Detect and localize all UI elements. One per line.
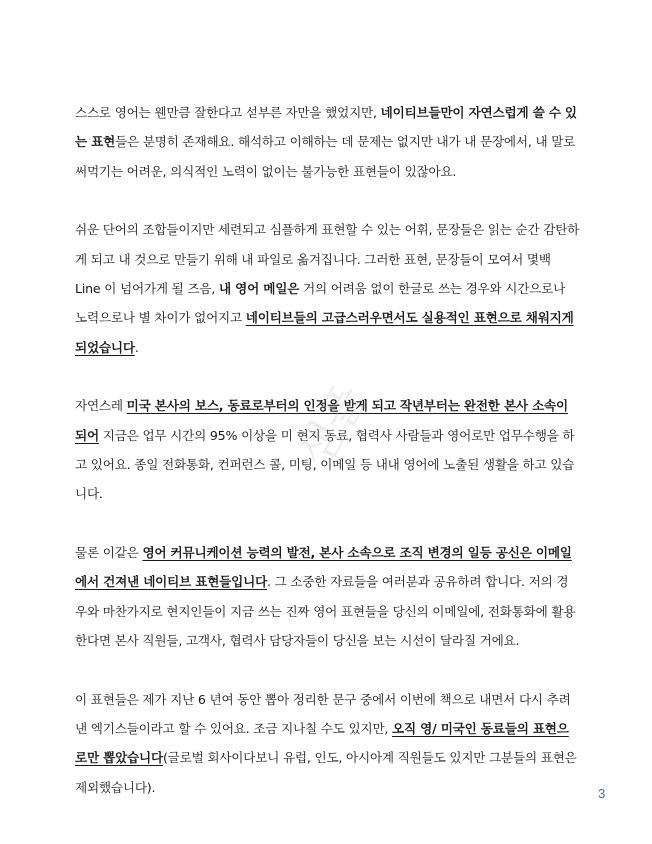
text-run: 물론 이같은 bbox=[75, 544, 143, 560]
text-run: 거의 어려움 없이 한글로 쓰는 경우와 시간으로나 노력으로나 별 차이가 없어지고 bbox=[75, 281, 566, 326]
text-run: 지금은 업무 시간의 95% 이상을 미 현지 동료, 협력사 사람들과 영어로만 업무수행을 하고 있어요. 종일 전화통화, 컨퍼런스 콜, 미팅, 이메일 등 내내 영어에 노출된 생활을 하고 있습니다. bbox=[75, 427, 575, 502]
text-run: 스스로 영어는 웬만큼 잘한다고 섣부른 자만을 했었지만, bbox=[75, 105, 381, 120]
bold-phrase: 내 영어 메일은 bbox=[219, 281, 300, 297]
sample-watermark: 샘플 bbox=[289, 376, 376, 476]
paragraph-4 bbox=[75, 538, 580, 656]
bold-phrase: 네이티브들만이 자연스럽게 쓸 수 있는 표현 bbox=[75, 105, 577, 150]
bold-underlined-phrase: 영어 커뮤니케이션 능력의 발전, 본사 소속으로 조직 변경의 일등 공신은 이메일에서 건져낸 네이티브 표현들입니다 bbox=[75, 544, 572, 590]
page-number: 3 bbox=[598, 786, 606, 801]
bold-underlined-phrase: 네이티브들의 고급스러우면서도 실용적인 표현으로 채워지게 되었습니다 bbox=[75, 310, 574, 355]
text-run: 쉬운 단어의 조합들이지만 세련되고 심플하게 표현할 수 있는 어휘, 문장들은 읽는 순간 감탄하게 되고 내 것으로 만들기 위해 내 파일로 옮겨집니다. 그러한 표현, 문장들이 모여서 몇백 Line 이 넘어가게 될 즈음, bbox=[75, 222, 580, 297]
text-run: 자연스레 bbox=[75, 398, 127, 414]
body-text bbox=[75, 98, 580, 802]
paragraph-5 bbox=[75, 685, 580, 803]
paragraph-1 bbox=[75, 98, 580, 186]
text-run: 이 표현들은 제가 지난 6 년여 동안 뽑아 정리한 문구 중에서 이번에 책으로 내면서 다시 추려낸 엑기스들이라고 할 수 있어요. 조금 지나칠 수도 있지만, bbox=[75, 691, 571, 736]
text-run: . 그 소중한 자료들을 여러분과 공유하려 합니다. 저의 경우와 마찬가지로 현지인들이 지금 쓰는 진짜 영어 표현들을 당신의 이메일에, 전화통화에 활용한다면 본사 직원들, 고객사, 협력사 담당자들이 당신을 보는 시선이 달라질 거에요. bbox=[75, 574, 576, 649]
paragraph-2 bbox=[75, 215, 580, 362]
text-run: 들은 분명히 존재해요. 해석하고 이해하는 데 문제는 없지만 내가 내 문장에서, 내 말로 써먹기는 어려운, 의식적인 노력이 없이는 불가능한 표현들이 있잖아요. bbox=[75, 134, 576, 179]
bold-underlined-phrase: 미국 본사의 보스, 동료로부터의 인정을 받게 되고 작년부터는 완전한 본사 소속이 되어 bbox=[75, 398, 568, 443]
text-run: (글로벌 회사이다보니 유럽, 인도, 아시아계 직원들도 있지만 그분들의 표현은 제외했습니다). bbox=[75, 750, 577, 795]
text-run: . bbox=[134, 339, 139, 355]
paragraph-3 bbox=[75, 391, 580, 509]
bold-underlined-phrase: 오직 영/ 미국인 동료들의 표현으로만 뽑았습니다 bbox=[75, 720, 569, 766]
